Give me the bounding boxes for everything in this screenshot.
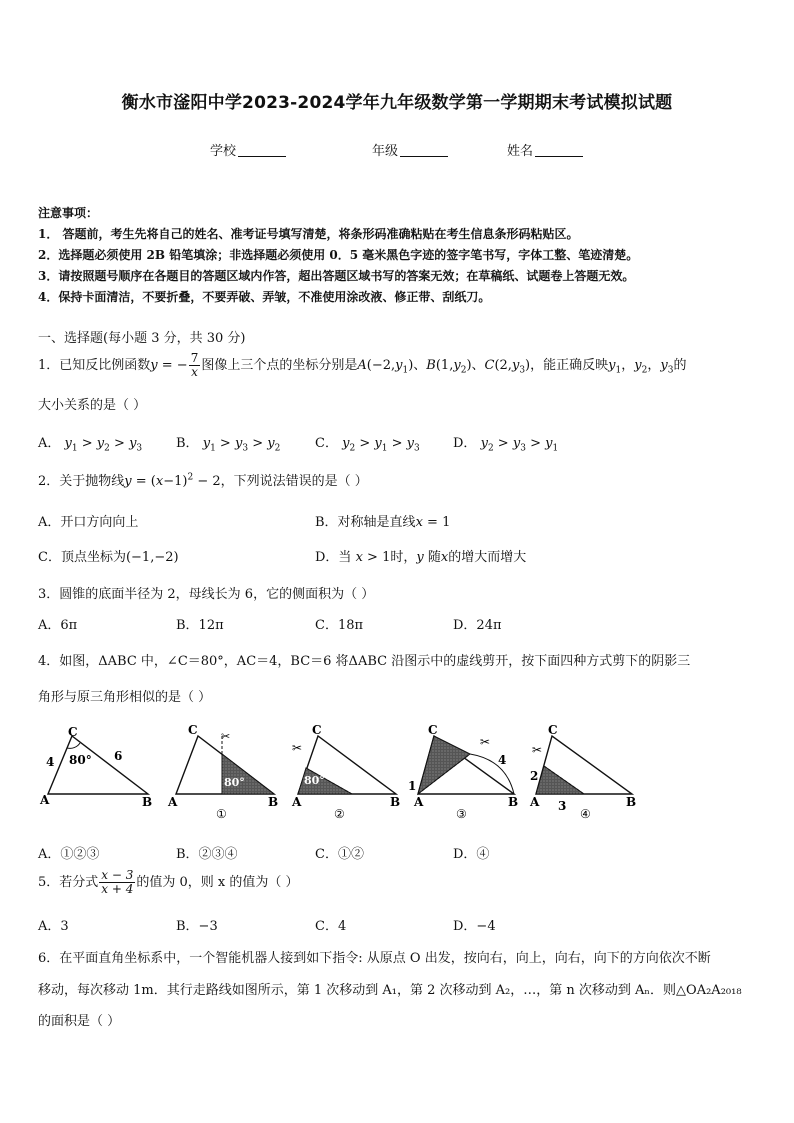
svg-text:80°: 80°: [224, 776, 245, 789]
q4-option-b[interactable]: B．②③④: [176, 847, 238, 862]
q1-option-c[interactable]: C． $y_2 > y_1 > y_3$: [315, 436, 420, 454]
grade-field[interactable]: 年级: [372, 140, 448, 159]
section-heading: 一、选择题(每小题 3 分，共 30 分): [38, 331, 246, 346]
page-title: 衡水市滏阳中学2023-2024学年九年级数学第一学期期末考试模拟试题: [121, 93, 673, 113]
svg-text:B: B: [268, 795, 279, 809]
q4-option-c[interactable]: C．①②: [315, 847, 364, 862]
svg-text:B: B: [508, 795, 519, 809]
q1-option-a[interactable]: A． $y_1 > y_2 > y_3$: [38, 436, 143, 454]
svg-text:1: 1: [408, 779, 417, 793]
svg-text:③: ③: [456, 807, 467, 821]
fraction: $\frac{7}{x}$: [190, 351, 199, 379]
svg-text:80°: 80°: [69, 753, 92, 767]
q2-option-a[interactable]: A．开口方向向上: [38, 515, 139, 530]
question-2: 2．关于抛物线$y = (x-1)^2 - 2$，下列说法错误的是（ ）: [38, 472, 368, 489]
svg-text:C: C: [428, 723, 438, 737]
q3-option-c[interactable]: C．18π: [315, 618, 364, 633]
svg-text:4: 4: [498, 753, 507, 767]
svg-text:①: ①: [216, 807, 227, 821]
svg-text:A: A: [168, 795, 178, 809]
svg-text:C: C: [312, 723, 322, 737]
svg-text:✂: ✂: [221, 730, 231, 743]
q5-option-a[interactable]: A．3: [38, 919, 69, 934]
question-1: 1．已知反比例函数y = − $\frac{7}{x}$ 图像上三个点的坐标分别是$A(-2,y_1)$、$B(1,y_2)$、$C(2,y_3)$，能正确反映$y_1$，$y_2$，$y_3$的: [38, 351, 687, 379]
question-4: 4．如图，ΔABC 中，∠C＝80°，AC＝4，BC＝6 将ΔABC 沿图示中的虚线剪开，按下面四种方式剪下的阴影三: [38, 654, 691, 669]
notice-block: [38, 203, 638, 308]
svg-text:✂: ✂: [532, 743, 543, 757]
question-5: 5．若分式 $\frac{x - 3}{x + 4}$ 的值为 0，则 x 的值为（ ）: [38, 868, 299, 896]
svg-text:C: C: [68, 725, 78, 739]
svg-text:6: 6: [114, 749, 123, 763]
name-field[interactable]: 姓名: [507, 140, 583, 159]
q3-option-a[interactable]: A．6π: [38, 618, 78, 633]
svg-text:②: ②: [334, 807, 345, 821]
figure-4: [529, 723, 636, 821]
q2-option-b[interactable]: B．对称轴是直线x = 1: [315, 515, 451, 530]
notice-item: 2．选择题必须使用 2B 铅笔填涂；非选择题必须使用 0．5 毫米黑色字迹的签字笔书写，字体工整、笔迹清楚。: [38, 248, 639, 262]
figure-2: [291, 723, 400, 821]
svg-text:✂: ✂: [480, 735, 491, 749]
figure-1: [167, 723, 278, 821]
svg-text:B: B: [142, 795, 153, 809]
svg-text:80°: 80°: [304, 774, 325, 787]
svg-text:4: 4: [46, 755, 55, 769]
svg-text:2: 2: [530, 769, 539, 783]
svg-text:B: B: [390, 795, 401, 809]
question-6-line2: 移动，每次移动 1m．其行走路线如图所示，第 1 次移动到 A₁，第 2 次移动到 A₂，…，第 n 次移动到 Aₙ．则△OA₂A₂₀₁₈: [38, 983, 742, 998]
svg-text:✂: ✂: [292, 741, 303, 755]
svg-text:A: A: [292, 795, 302, 809]
svg-text:C: C: [548, 723, 558, 737]
fraction: $\frac{x - 3}{x + 4}$: [101, 868, 134, 896]
q4-option-a[interactable]: A．①②③: [38, 847, 100, 862]
svg-text:3: 3: [558, 799, 567, 813]
notice-item: 4．保持卡面清洁，不要折叠，不要弄破、弄皱，不准使用涂改液、修正带、刮纸刀。: [38, 290, 491, 304]
q1-option-b[interactable]: B． $y_1 > y_3 > y_2$: [176, 436, 281, 454]
q3-option-b[interactable]: B．12π: [176, 618, 224, 633]
notice-item: 3．请按照题号顺序在各题目的答题区域内作答，超出答题区域书写的答案无效；在草稿纸、试题卷上答题无效。: [38, 269, 635, 283]
question-3: 3．圆锥的底面半径为 2，母线长为 6，它的侧面积为（ ）: [38, 587, 375, 602]
q5-option-d[interactable]: D．−4: [453, 919, 496, 934]
notice-heading: 注意事项：: [38, 206, 99, 220]
svg-text:A: A: [414, 795, 424, 809]
q5-option-c[interactable]: C．4: [315, 919, 347, 934]
original-triangle: [39, 725, 152, 809]
school-field[interactable]: 学校: [210, 140, 286, 159]
q2-option-c[interactable]: C．顶点坐标为(−1,−2): [38, 550, 179, 565]
figure-3: [408, 723, 518, 821]
q4-figures: [36, 720, 646, 828]
q1-option-d[interactable]: D． $y_2 > y_3 > y_1$: [453, 436, 559, 454]
q5-option-b[interactable]: B．−3: [176, 919, 218, 934]
svg-text:A: A: [530, 795, 540, 809]
svg-text:B: B: [626, 795, 637, 809]
svg-text:④: ④: [580, 807, 591, 821]
q4-option-d[interactable]: D．④: [453, 847, 490, 862]
q2-option-d[interactable]: D．当 x > 1时，y 随x的增大而增大: [315, 550, 527, 565]
svg-text:C: C: [188, 723, 198, 737]
svg-text:A: A: [40, 793, 50, 807]
notice-item: 1． 答题前，考生先将自己的姓名、准考证号填写清楚，将条形码准确粘贴在考生信息条形码粘贴区。: [38, 227, 579, 241]
question-6: 6．在平面直角坐标系中，一个智能机器人接到如下指令: 从原点 O 出发，按向右，向上，向右，向下的方向依次不断: [38, 951, 711, 966]
question-6-line3: 的面积是（ ）: [38, 1014, 121, 1029]
question-1-line2: 大小关系的是（ ）: [38, 398, 147, 413]
question-4-line2: 角形与原三角形相似的是（ ）: [38, 690, 212, 705]
q3-option-d[interactable]: D．24π: [453, 618, 502, 633]
